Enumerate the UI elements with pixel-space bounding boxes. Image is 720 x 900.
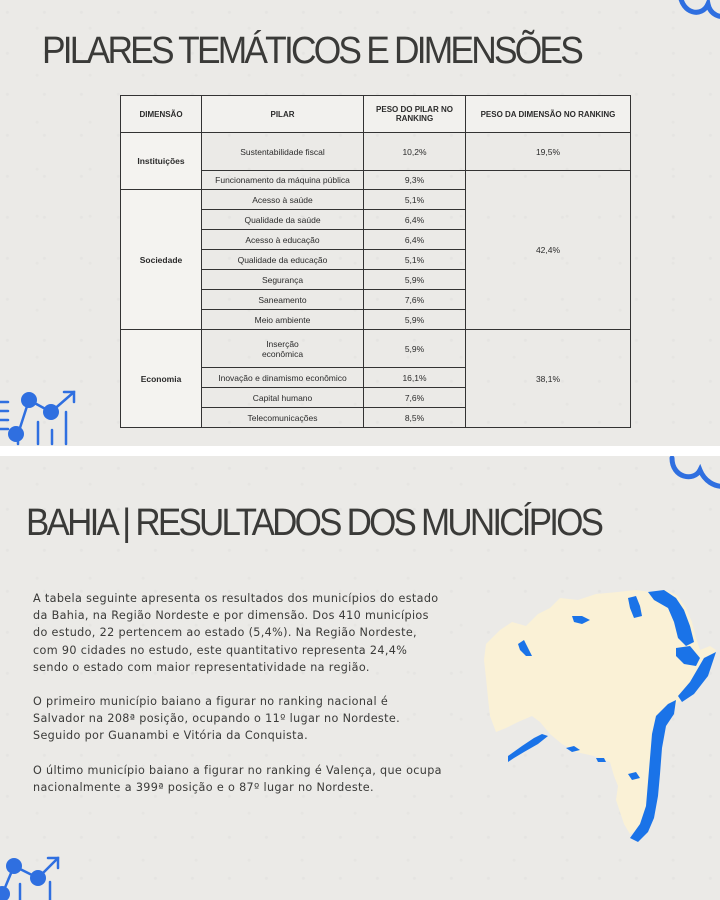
pilar-cell: Meio ambiente: [202, 310, 364, 330]
table-row: [121, 330, 631, 368]
peso-cell: 16,1%: [364, 368, 466, 388]
river-water: [508, 734, 548, 762]
pilar-cell: Qualidade da educação: [202, 250, 364, 270]
pilar-cell: [202, 330, 364, 368]
growth-chart-icon: [0, 386, 84, 446]
pilar-cell: Qualidade da saúde: [202, 210, 364, 230]
paragraph: A tabela seguinte apresenta os resultados dos municípios do estado da Bahia, na Região Nordeste e por dimensão. Dos 410 municípios do estudo, 22 pertencem ao estado (5,4%). Na Região Nordeste, com 90 cidades no estudo, este quantitativo representa 24,4% sendo o estado com maior representatividade na região.: [33, 592, 439, 674]
peso-cell: 5,1%: [364, 190, 466, 210]
wave-decoration-icon: [666, 456, 720, 496]
bahia-map: [478, 586, 720, 846]
peso-cell: 5,1%: [364, 250, 466, 270]
wave-decoration-icon: [672, 0, 720, 32]
dimension-weight-cell: 38,1%: [466, 330, 631, 428]
slide-pilares: [0, 0, 720, 446]
pilar-cell: Segurança: [202, 270, 364, 290]
pilar-line: econômica: [261, 348, 304, 359]
dimension-cell: Instituições: [121, 133, 202, 190]
paragraph: O último município baiano a figurar no ranking é Valença, que ocupa nacionalmente a 399ª posição e o 87º lugar no Nordeste.: [33, 763, 442, 794]
dimension-cell: Economia: [121, 330, 202, 428]
pilar-cell: Telecomunicações: [202, 408, 364, 428]
table-row: [121, 133, 631, 171]
pilar-cell: Acesso à saúde: [202, 190, 364, 210]
growth-chart-icon: [0, 848, 64, 900]
dimension-weight-cell: 19,5%: [466, 133, 631, 171]
pilar-cell: Acesso à educação: [202, 230, 364, 250]
pilar-cell: Saneamento: [202, 290, 364, 310]
peso-cell: 5,9%: [364, 330, 466, 368]
peso-cell: 10,2%: [364, 133, 466, 171]
peso-cell: 5,9%: [364, 310, 466, 330]
peso-cell: 7,6%: [364, 388, 466, 408]
dimension-weight-cell: 42,4%: [466, 171, 631, 330]
page-title: PILARES TEMÁTICOS E DIMENSÕES: [42, 30, 581, 72]
pillars-table: [120, 95, 631, 428]
header-peso-pilar: PESO DO PILAR NO RANKING: [364, 96, 466, 133]
peso-cell: 8,5%: [364, 408, 466, 428]
header-pilar: PILAR: [202, 96, 364, 133]
dimension-cell: Sociedade: [121, 190, 202, 330]
pilar-cell: Capital humano: [202, 388, 364, 408]
peso-cell: 5,9%: [364, 270, 466, 290]
header-peso-dimensao: PESO DA DIMENSÃO NO RANKING: [466, 96, 631, 133]
pilar-cell: Sustentabilidade fiscal: [202, 133, 364, 171]
page-title: BAHIA | RESULTADOS DOS MUNICÍPIOS: [26, 502, 602, 544]
slide-bahia: [0, 456, 720, 900]
paragraph: O primeiro município baiano a figurar no ranking nacional é Salvador na 208ª posição, ocupando o 11º lugar no Nordeste. Seguido por Guanambi e Vitória da Conquista.: [33, 695, 400, 743]
pilar-cell: Inovação e dinamismo econômico: [202, 368, 364, 388]
pilar-line: Inserção: [266, 338, 299, 349]
header-dimensao: DIMENSÃO: [121, 96, 202, 133]
peso-cell: 9,3%: [364, 171, 466, 190]
peso-cell: 7,6%: [364, 290, 466, 310]
table-header-row: [121, 96, 631, 133]
peso-cell: 6,4%: [364, 210, 466, 230]
peso-cell: 6,4%: [364, 230, 466, 250]
pilar-cell: Funcionamento da máquina pública: [202, 171, 364, 190]
body-text: [33, 590, 443, 813]
